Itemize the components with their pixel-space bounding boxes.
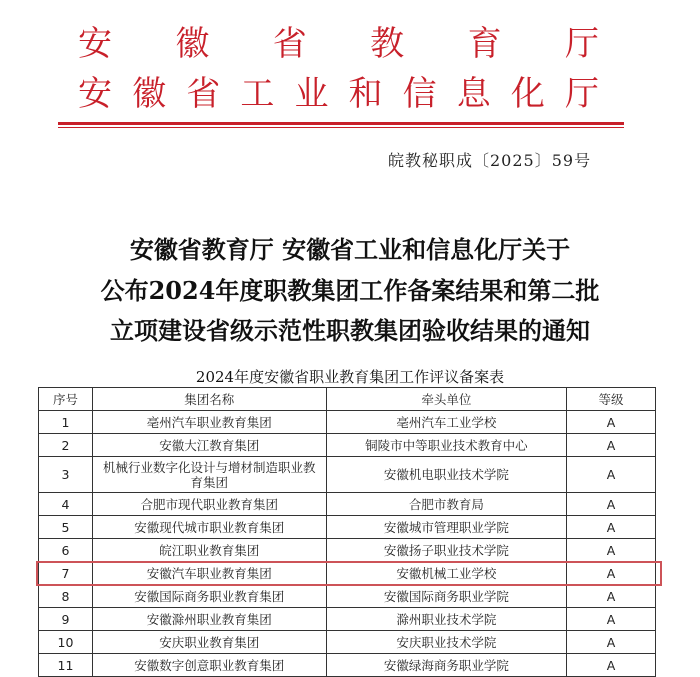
- cell-grade: A: [567, 539, 656, 562]
- table-header-row: [39, 388, 656, 411]
- cell-group-name: 合肥市现代职业教育集团: [92, 493, 326, 516]
- cell-grade: A: [567, 411, 656, 434]
- document-number: 皖教秘职成〔2025〕59号: [388, 151, 592, 170]
- table-row: [39, 516, 656, 539]
- table-row: [39, 654, 656, 677]
- cell-lead-unit: 安徽绿海商务职业学院: [326, 654, 567, 677]
- cell-grade: A: [567, 562, 656, 585]
- cell-lead-unit: 铜陵市中等职业技术教育中心: [326, 434, 567, 457]
- cell-group-name: 亳州汽车职业教育集团: [92, 411, 326, 434]
- cell-group-name: 安徽大江教育集团: [92, 434, 326, 457]
- cell-lead-unit: 安徽国际商务职业学院: [326, 585, 567, 608]
- letterhead-char: 教: [370, 24, 405, 64]
- cell-no: 10: [39, 631, 93, 654]
- cell-no: 5: [39, 516, 93, 539]
- header-grade: 等级: [567, 388, 656, 411]
- letterhead-line-2: [78, 76, 599, 112]
- letterhead-char: 息: [456, 74, 491, 114]
- cell-lead-unit: 亳州汽车工业学校: [326, 411, 567, 434]
- letterhead-char: 厅: [564, 24, 599, 64]
- letterhead-char: 安: [78, 74, 112, 114]
- cell-no: 9: [39, 608, 93, 631]
- cell-grade: A: [567, 585, 656, 608]
- cell-group-name: 机械行业数字化设计与增材制造职业教育集团: [92, 457, 326, 493]
- cell-no: 11: [39, 654, 93, 677]
- header-no: 序号: [39, 388, 93, 411]
- cell-no: 3: [39, 457, 93, 493]
- table-row: [39, 434, 656, 457]
- cell-grade: A: [567, 516, 656, 539]
- cell-group-name: 皖江职业教育集团: [92, 539, 326, 562]
- table-row: [39, 631, 656, 654]
- cell-grade: A: [567, 457, 656, 493]
- letterhead-char: 徽: [132, 74, 167, 114]
- letterhead-line-1: [78, 26, 599, 62]
- cell-no: 2: [39, 434, 93, 457]
- header-lead-unit: 牵头单位: [326, 388, 567, 411]
- letterhead-char: 工: [240, 74, 275, 114]
- cell-group-name: 安徽现代城市职业教育集团: [92, 516, 326, 539]
- letterhead-char: 省: [186, 74, 221, 114]
- document-title-line-3: 立项建设省级示范性职教集团验收结果的通知: [110, 316, 590, 345]
- cell-lead-unit: 合肥市教育局: [326, 493, 567, 516]
- table-row: [39, 457, 656, 493]
- cell-lead-unit: 安徽机电职业技术学院: [326, 457, 567, 493]
- cell-lead-unit: 安庆职业技术学院: [326, 631, 567, 654]
- letterhead-char: 化: [510, 74, 545, 114]
- cell-grade: A: [567, 434, 656, 457]
- table-row: [39, 585, 656, 608]
- table-row: [39, 539, 656, 562]
- filing-table: [38, 387, 656, 677]
- letterhead-char: 信: [402, 74, 437, 114]
- cell-group-name: 安徽数字创意职业教育集团: [92, 654, 326, 677]
- letterhead-divider-thick: [58, 122, 624, 125]
- cell-lead-unit: 安徽城市管理职业学院: [326, 516, 567, 539]
- cell-group-name: 安庆职业教育集团: [92, 631, 326, 654]
- cell-no: 6: [39, 539, 93, 562]
- table-row: [39, 608, 656, 631]
- cell-grade: A: [567, 608, 656, 631]
- cell-lead-unit: 安徽扬子职业技术学院: [326, 539, 567, 562]
- letterhead-char: 和: [348, 74, 383, 114]
- table-row: [39, 493, 656, 516]
- cell-grade: A: [567, 631, 656, 654]
- cell-grade: A: [567, 493, 656, 516]
- table-row-highlighted: [39, 562, 656, 585]
- letterhead-divider-thin: [58, 127, 624, 128]
- letterhead-char: 业: [294, 74, 329, 114]
- table-caption: 2024年度安徽省职业教育集团工作评议备案表: [195, 368, 505, 386]
- letterhead-char: 安: [78, 24, 112, 64]
- document-title-line-1: 安徽省教育厅 安徽省工业和信息化厅关于: [129, 235, 571, 264]
- cell-no: 1: [39, 411, 93, 434]
- cell-no: 8: [39, 585, 93, 608]
- table-row: [39, 411, 656, 434]
- letterhead-char: 徽: [175, 24, 210, 64]
- cell-no: 7: [39, 562, 93, 585]
- cell-group-name: 安徽滁州职业教育集团: [92, 608, 326, 631]
- document-title-line-2: 公布2024年度职教集团工作备案结果和第二批: [100, 276, 600, 305]
- cell-lead-unit: 安徽机械工业学校: [326, 562, 567, 585]
- cell-lead-unit: 滁州职业技术学院: [326, 608, 567, 631]
- letterhead-char: 厅: [564, 74, 599, 114]
- cell-no: 4: [39, 493, 93, 516]
- cell-group-name: 安徽国际商务职业教育集团: [92, 585, 326, 608]
- letterhead-char: 育: [467, 24, 502, 64]
- letterhead-char: 省: [272, 24, 307, 64]
- cell-group-name: 安徽汽车职业教育集团: [92, 562, 326, 585]
- header-group-name: 集团名称: [92, 388, 326, 411]
- cell-grade: A: [567, 654, 656, 677]
